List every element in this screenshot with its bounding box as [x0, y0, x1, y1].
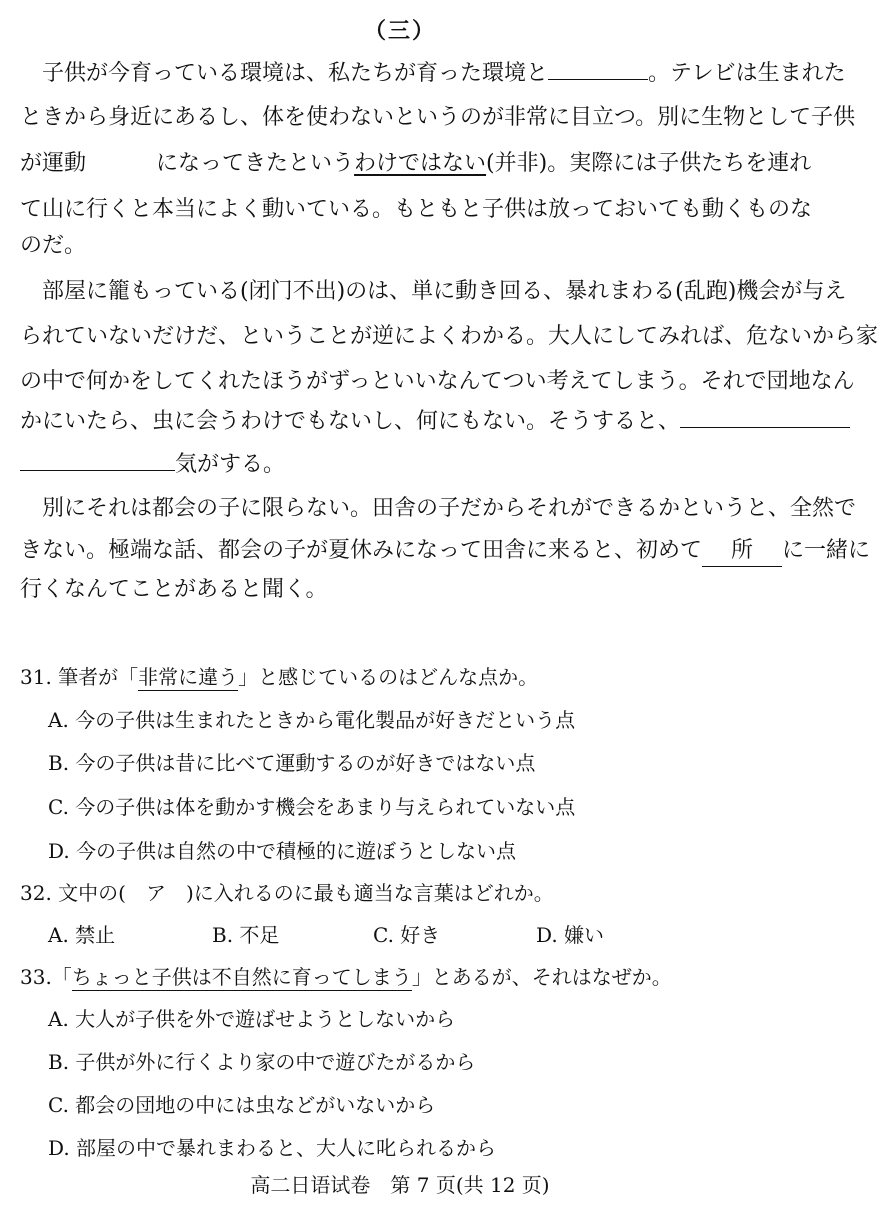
passage-line: ときから身近にあるし、体を使わないというのが非常に目立つ。別に生物として子供 — [20, 105, 856, 130]
option-33-b[interactable]: B. 子供が外に行くより家の中で遊びたがるから — [48, 1050, 476, 1074]
passage-line: 部屋に籠もっている(闭门不出)のは、単に動き回る、暴れまわる(乱跑)機会が与え — [42, 279, 847, 304]
question-33-stem — [20, 962, 780, 992]
passage-text: (并非)。実際には子供たちを連れ — [486, 151, 812, 176]
option-32-c[interactable]: C. 好き — [373, 923, 441, 947]
passage-text: 。テレビは生まれた — [648, 61, 846, 86]
passage-line: られていないだけだ、ということが逆によくわかる。大人にしてみれば、危ないから家 — [20, 324, 878, 349]
passage-text: きない。極端な話、都会の子が夏休みになって田舎に来ると、初めて — [20, 538, 703, 563]
passage-line — [20, 57, 846, 89]
passage-line: 別にそれは都会の子に限らない。田舎の子だからそれができるかというと、全然で — [42, 496, 857, 521]
question-32-stem: 32. 文中の( ア )に入れるのに最も適当な言葉はどれか。 — [20, 881, 554, 905]
option-32-a[interactable]: A. 禁止 — [48, 923, 116, 947]
passage-line: の中で何かをしてくれたほうがずっといいなんてつい考えてしまう。それで団地なん — [20, 369, 855, 394]
question-text: 」とあるが、それはなぜか。 — [411, 965, 672, 989]
option-31-c[interactable]: C. 今の子供は体を動かす機会をあまり与えられていない点 — [48, 795, 576, 819]
option-31-b[interactable]: B. 今の子供は昔に比べて運動するのが好きではない点 — [48, 751, 536, 775]
option-33-d[interactable]: D. 部屋の中で暴れまわると、大人に叱られるから — [48, 1136, 497, 1160]
passage-line — [20, 149, 812, 179]
passage-text: 気がする。 — [175, 452, 286, 477]
underlined-phrase: 非常に違う — [138, 665, 239, 689]
passage-text: になってきたという — [156, 151, 355, 176]
option-31-d[interactable]: D. 今の子供は自然の中で積極的に遊ぼうとしない点 — [48, 839, 517, 863]
passage-line — [20, 448, 780, 480]
passage-line — [20, 405, 780, 437]
passage-line: のだ。 — [20, 233, 87, 258]
page-footer: 高二日语试卷 第 7 页(共 12 页) — [250, 1173, 550, 1197]
option-33-c[interactable]: C. 都会の団地の中には虫などがいないから — [48, 1093, 436, 1117]
filled-blank: 所 — [702, 536, 782, 567]
answer-blank — [548, 57, 648, 80]
passage-line — [20, 536, 871, 567]
option-31-a[interactable]: A. 今の子供は生まれたときから電化製品が好きだという点 — [48, 708, 576, 732]
question-text: 」と感じているのはどんな点か。 — [238, 665, 539, 689]
answer-blank — [680, 405, 850, 428]
question-text: 31. 筆者が「 — [20, 665, 139, 689]
underlined-phrase: わけではない — [354, 151, 487, 176]
option-32-b[interactable]: B. 不足 — [212, 923, 280, 947]
option-32-d[interactable]: D. 嫌い — [536, 923, 605, 947]
section-title: （三） — [363, 18, 436, 44]
option-33-a[interactable]: A. 大人が子供を外で遊ばせようとしないから — [48, 1007, 456, 1031]
passage-line: 行くなんてことがあると聞く。 — [20, 577, 328, 602]
question-31-stem — [20, 662, 780, 692]
passage-line: て山に行くと本当によく動いている。もともと子供は放っておいても動くものな — [20, 197, 813, 222]
passage-text: 子供が今育っている環境は、私たちが育った環境と — [42, 61, 549, 86]
question-text: 33.「 — [20, 965, 72, 989]
answer-blank — [20, 448, 175, 471]
passage-text: に一緒に — [782, 538, 871, 563]
underlined-phrase: ちょっと子供は不自然に育ってしまう — [71, 965, 412, 989]
passage-text: かにいたら、虫に会うわけでもないし、何にもない。そうすると、 — [20, 409, 681, 434]
passage-text: が運動 — [20, 151, 87, 176]
